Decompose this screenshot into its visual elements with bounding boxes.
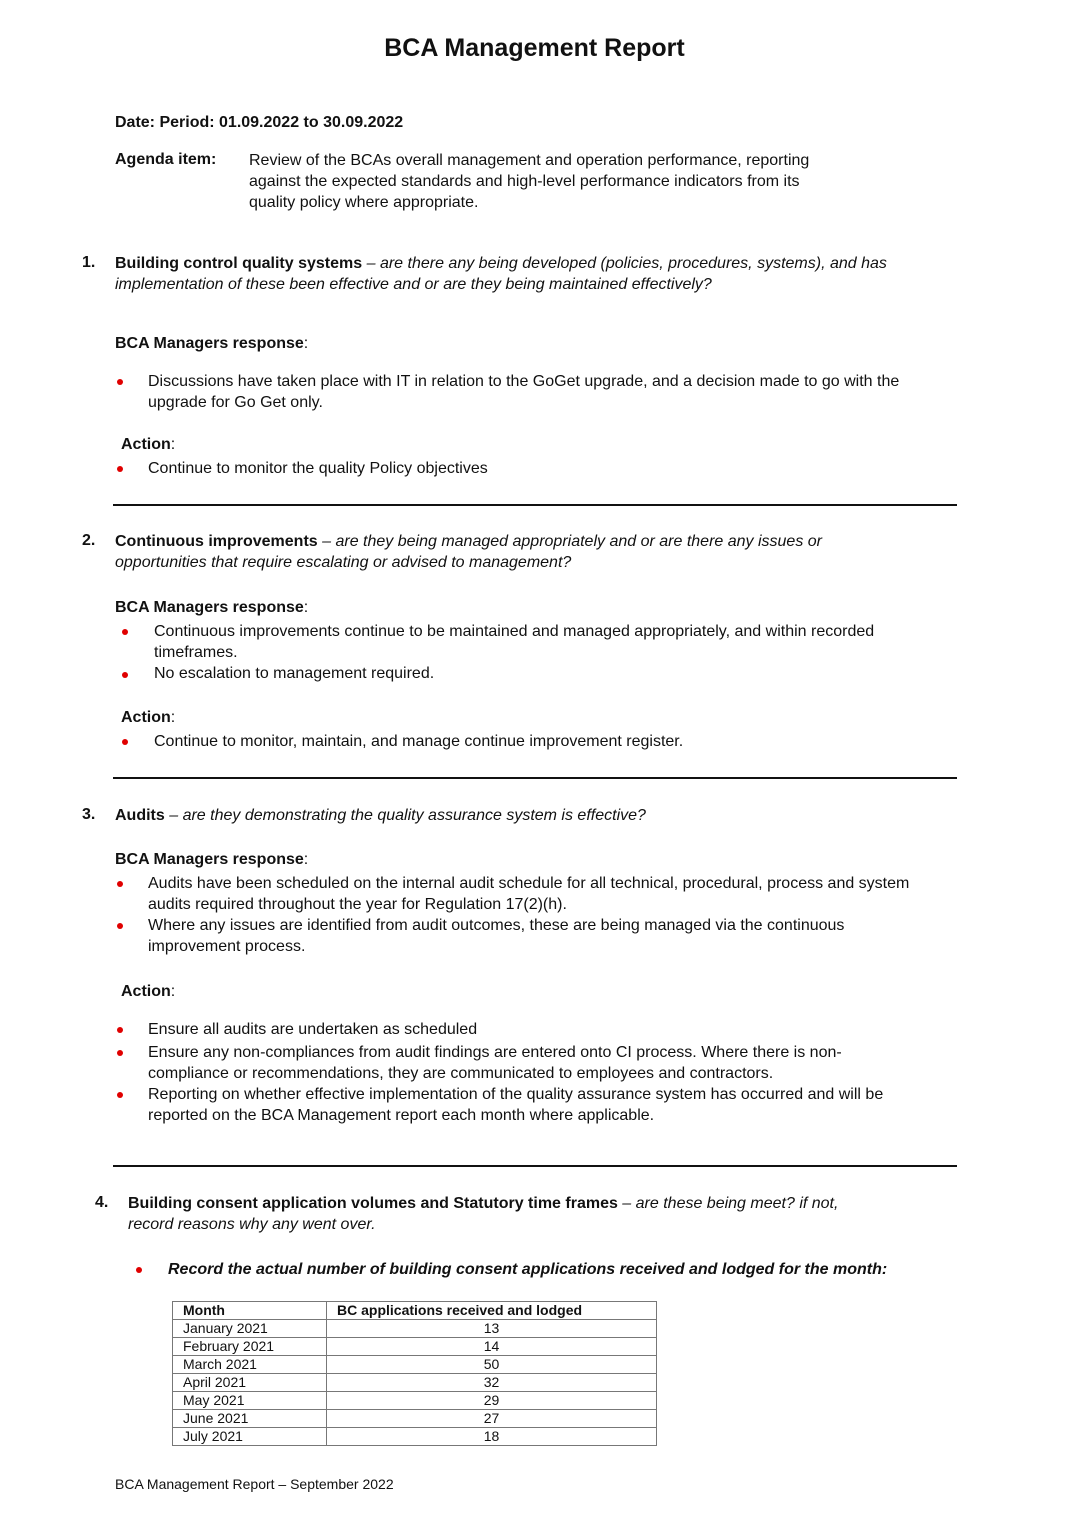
list-item: Continue to monitor, maintain, and manage continue improvement register. bbox=[154, 733, 684, 750]
section-1-number: 1. bbox=[82, 254, 96, 271]
column-header: BC applications received and lodged bbox=[327, 1302, 657, 1320]
list-item-line: Ensure any non-compliances from audit findings are entered onto CI process. Where there is non- bbox=[148, 1044, 842, 1061]
section-question: – are they being managed appropriately and or are there any issues or bbox=[317, 533, 822, 550]
page-footer: BCA Management Report – September 2022 bbox=[115, 1476, 394, 1492]
month-cell: February 2021 bbox=[173, 1338, 327, 1356]
list-item-line: timeframes. bbox=[154, 644, 238, 661]
date-line: Date: Period: 01.09.2022 to 30.09.2022 bbox=[115, 114, 404, 131]
section-question: record reasons why any went over. bbox=[128, 1216, 376, 1233]
bullet-icon bbox=[122, 672, 128, 678]
table-row bbox=[173, 1374, 657, 1392]
agenda-line: Review of the BCAs overall management and operation performance, reporting bbox=[249, 152, 810, 169]
agenda-line: quality policy where appropriate. bbox=[249, 194, 479, 211]
section-divider bbox=[113, 1165, 957, 1167]
section-question: – are there any being developed (policies, procedures, systems), and has bbox=[362, 255, 887, 272]
count-cell: 13 bbox=[327, 1320, 657, 1338]
table-row bbox=[173, 1338, 657, 1356]
count-cell: 32 bbox=[327, 1374, 657, 1392]
list-item bbox=[148, 1084, 883, 1126]
list-item bbox=[148, 371, 899, 413]
count-cell: 14 bbox=[327, 1338, 657, 1356]
section-question: – are they demonstrating the quality assurance system is effective? bbox=[164, 807, 646, 824]
bc-volume-table bbox=[172, 1301, 657, 1446]
list-item-line: improvement process. bbox=[148, 938, 306, 955]
bullet-icon bbox=[117, 1092, 123, 1098]
list-item-line: upgrade for Go Get only. bbox=[148, 394, 323, 411]
month-cell: January 2021 bbox=[173, 1320, 327, 1338]
bullet-icon bbox=[117, 1027, 123, 1033]
agenda-text bbox=[249, 150, 809, 213]
response-label: BCA Managers response bbox=[115, 851, 304, 868]
list-item-line: audits required throughout the year for Regulation 17(2)(h). bbox=[148, 896, 567, 913]
list-item-line: reported on the BCA Management report each month where applicable. bbox=[148, 1107, 655, 1124]
list-item bbox=[148, 873, 909, 915]
agenda-label: Agenda item: bbox=[115, 151, 217, 168]
section-question: implementation of these been effective and or are they being maintained effectively? bbox=[115, 276, 712, 293]
list-item-line: Audits have been scheduled on the internal audit schedule for all technical, procedural, process and system bbox=[148, 875, 910, 892]
section-1-heading bbox=[115, 253, 975, 295]
list-item-line: Continuous improvements continue to be maintained and managed appropriately, and within recorded bbox=[154, 623, 875, 640]
section-heading: Building control quality systems bbox=[115, 255, 363, 272]
month-cell: July 2021 bbox=[173, 1428, 327, 1446]
section-heading: Audits bbox=[115, 807, 165, 824]
section-4-heading bbox=[128, 1193, 988, 1235]
section-question: opportunities that require escalating or advised to management? bbox=[115, 554, 572, 571]
list-item: Ensure all audits are undertaken as scheduled bbox=[148, 1021, 478, 1038]
table-row bbox=[173, 1410, 657, 1428]
section-3-number: 3. bbox=[82, 806, 96, 823]
section-3-heading bbox=[115, 805, 975, 826]
action-heading: Action: bbox=[121, 983, 176, 1000]
list-item-line: Where any issues are identified from audit outcomes, these are being managed via the continuous bbox=[148, 917, 845, 934]
list-item-line: Reporting on whether effective implementation of the quality assurance system has occurred and will be bbox=[148, 1086, 884, 1103]
month-cell: March 2021 bbox=[173, 1356, 327, 1374]
section-question: – are these being meet? if not, bbox=[617, 1195, 839, 1212]
list-item bbox=[154, 621, 874, 663]
month-cell: May 2021 bbox=[173, 1392, 327, 1410]
response-heading: BCA Managers response: bbox=[115, 599, 309, 616]
section-divider bbox=[113, 504, 957, 506]
agenda-line: against the expected standards and high-level performance indicators from its bbox=[249, 173, 800, 190]
table-header-row bbox=[173, 1302, 657, 1320]
list-item: No escalation to management required. bbox=[154, 665, 435, 682]
action-label: Action bbox=[121, 983, 171, 1000]
page-title: BCA Management Report bbox=[384, 34, 685, 62]
list-item: Continue to monitor the quality Policy objectives bbox=[148, 460, 488, 477]
bullet-icon bbox=[117, 1050, 123, 1056]
count-cell: 18 bbox=[327, 1428, 657, 1446]
table-row bbox=[173, 1392, 657, 1410]
list-item-line: compliance or recommendations, they are communicated to employees and contractors. bbox=[148, 1065, 774, 1082]
section-heading: Building consent application volumes and Statutory time frames bbox=[128, 1195, 618, 1212]
bullet-icon bbox=[117, 881, 123, 887]
table-row bbox=[173, 1320, 657, 1338]
response-heading: BCA Managers response: bbox=[115, 851, 309, 868]
bullet-icon bbox=[122, 739, 128, 745]
response-label: BCA Managers response bbox=[115, 335, 304, 352]
section-4-number: 4. bbox=[95, 1194, 109, 1211]
column-header: Month bbox=[173, 1302, 327, 1320]
list-item bbox=[148, 915, 844, 957]
month-cell: June 2021 bbox=[173, 1410, 327, 1428]
response-label: BCA Managers response bbox=[115, 599, 304, 616]
table-row bbox=[173, 1428, 657, 1446]
list-item: Record the actual number of building consent applications received and lodged for the month: bbox=[168, 1261, 888, 1278]
count-cell: 29 bbox=[327, 1392, 657, 1410]
bullet-icon bbox=[122, 629, 128, 635]
section-2-heading bbox=[115, 531, 975, 573]
action-heading: Action: bbox=[121, 709, 176, 726]
bullet-icon bbox=[117, 923, 123, 929]
section-divider bbox=[113, 777, 957, 779]
table-row bbox=[173, 1356, 657, 1374]
list-item bbox=[148, 1042, 842, 1084]
response-heading: BCA Managers response: bbox=[115, 335, 309, 352]
bullet-icon bbox=[136, 1267, 142, 1273]
bullet-icon bbox=[117, 379, 123, 385]
action-heading: Action: bbox=[121, 436, 176, 453]
action-label: Action bbox=[121, 709, 171, 726]
count-cell: 27 bbox=[327, 1410, 657, 1428]
bullet-icon bbox=[117, 466, 123, 472]
section-2-number: 2. bbox=[82, 532, 96, 549]
count-cell: 50 bbox=[327, 1356, 657, 1374]
section-heading: Continuous improvements bbox=[115, 533, 318, 550]
action-label: Action bbox=[121, 436, 171, 453]
list-item-line: Discussions have taken place with IT in relation to the GoGet upgrade, and a decision made to go with the bbox=[148, 373, 900, 390]
month-cell: April 2021 bbox=[173, 1374, 327, 1392]
